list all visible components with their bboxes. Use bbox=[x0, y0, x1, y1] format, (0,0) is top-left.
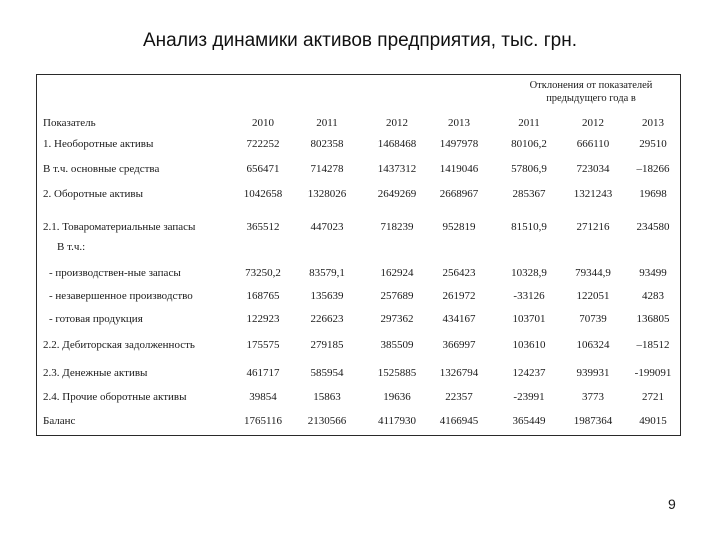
deviation-header: Отклонения от показателей предыдущего года в bbox=[529, 80, 653, 104]
table-cell: 226623 bbox=[310, 313, 344, 325]
deviation-year-header: 2012 bbox=[582, 117, 604, 129]
table-cell: 365449 bbox=[512, 415, 546, 427]
row-label: 2.4. Прочие оборотные активы bbox=[43, 391, 187, 403]
table-cell: -33126 bbox=[513, 290, 545, 302]
row-label: 2.1. Товароматериальные запасы bbox=[43, 221, 196, 233]
table-cell: 447023 bbox=[310, 221, 344, 233]
row-label: - незавершенное производство bbox=[49, 290, 193, 302]
table-cell: 802358 bbox=[310, 138, 344, 150]
row-label: - готовая продукция bbox=[49, 313, 143, 325]
row-label: 1. Необоротные активы bbox=[43, 138, 154, 150]
table-cell: 57806,9 bbox=[511, 163, 547, 175]
table-cell: 29510 bbox=[639, 138, 667, 150]
table-cell: –18512 bbox=[636, 339, 670, 351]
table-cell: 297362 bbox=[380, 313, 414, 325]
table-cell: 234580 bbox=[636, 221, 670, 233]
table-cell: 2130566 bbox=[307, 415, 347, 427]
table-cell: 666110 bbox=[576, 138, 610, 150]
table-cell: 81510,9 bbox=[511, 221, 547, 233]
table-cell: 1419046 bbox=[439, 163, 479, 175]
table-cell: 261972 bbox=[442, 290, 476, 302]
table-cell: 723034 bbox=[576, 163, 610, 175]
table-cell: 19698 bbox=[639, 188, 667, 200]
table-cell: 434167 bbox=[442, 313, 476, 325]
row-label: Баланс bbox=[43, 415, 76, 427]
row-label: В т.ч. основные средства bbox=[43, 163, 160, 175]
row-label: 2.3. Денежные активы bbox=[43, 367, 148, 379]
row-label: 2. Оборотные активы bbox=[43, 188, 143, 200]
table-cell: 3773 bbox=[582, 391, 604, 403]
table-cell: 22357 bbox=[445, 391, 473, 403]
table-cell: 1987364 bbox=[573, 415, 613, 427]
table-cell: 656471 bbox=[246, 163, 280, 175]
table-cell: 122051 bbox=[576, 290, 610, 302]
table-cell: 366997 bbox=[442, 339, 476, 351]
table-cell: 2668967 bbox=[439, 188, 479, 200]
table-cell: 10328,9 bbox=[511, 267, 547, 279]
table-cell: 257689 bbox=[380, 290, 414, 302]
table-cell: 256423 bbox=[442, 267, 476, 279]
table-cell: 1326794 bbox=[439, 367, 479, 379]
table-cell: 70739 bbox=[579, 313, 607, 325]
table-cell: 175575 bbox=[246, 339, 280, 351]
table-cell: 83579,1 bbox=[309, 267, 345, 279]
table-cell: 122923 bbox=[246, 313, 280, 325]
table-cell: 2721 bbox=[642, 391, 664, 403]
table-cell: 722252 bbox=[246, 138, 280, 150]
subgroup-label: В т.ч.: bbox=[57, 241, 86, 253]
table-cell: 2649269 bbox=[377, 188, 417, 200]
table-cell: 15863 bbox=[313, 391, 341, 403]
table-cell: 106324 bbox=[576, 339, 610, 351]
year-header: 2011 bbox=[316, 117, 338, 129]
table-cell: –18266 bbox=[636, 163, 670, 175]
table-cell: 461717 bbox=[246, 367, 280, 379]
table-cell: 1328026 bbox=[307, 188, 347, 200]
table-cell: 162924 bbox=[380, 267, 414, 279]
table-cell: 135639 bbox=[310, 290, 344, 302]
table-cell: 79344,9 bbox=[575, 267, 611, 279]
table-cell: 1765116 bbox=[243, 415, 283, 427]
table-cell: 19636 bbox=[383, 391, 411, 403]
table-cell: 1525885 bbox=[377, 367, 417, 379]
table-cell: 1321243 bbox=[573, 188, 613, 200]
table-cell: 4117930 bbox=[377, 415, 417, 427]
table-cell: 1437312 bbox=[377, 163, 417, 175]
table-cell: -23991 bbox=[513, 391, 545, 403]
table-cell: -199091 bbox=[634, 367, 672, 379]
table-cell: 73250,2 bbox=[245, 267, 281, 279]
table-cell: 80106,2 bbox=[511, 138, 547, 150]
page-title: Анализ динамики активов предприятия, тыс. грн. bbox=[143, 30, 577, 51]
table-cell: 279185 bbox=[310, 339, 344, 351]
table-cell: 4166945 bbox=[439, 415, 479, 427]
table-cell: 714278 bbox=[310, 163, 344, 175]
table-cell: 49015 bbox=[639, 415, 667, 427]
row-label: - производствен-ные запасы bbox=[49, 267, 181, 279]
table-cell: 365512 bbox=[246, 221, 280, 233]
deviation-year-header: 2013 bbox=[642, 117, 664, 129]
table-cell: 952819 bbox=[442, 221, 476, 233]
table-cell: 103701 bbox=[512, 313, 546, 325]
table-cell: 1042658 bbox=[243, 188, 283, 200]
table-cell: 271216 bbox=[576, 221, 610, 233]
year-header: 2013 bbox=[448, 117, 470, 129]
table-cell: 124237 bbox=[512, 367, 546, 379]
table-cell: 939931 bbox=[576, 367, 610, 379]
page-number: 9 bbox=[668, 496, 676, 512]
table-cell: 103610 bbox=[512, 339, 546, 351]
table-cell: 39854 bbox=[249, 391, 277, 403]
table-cell: 585954 bbox=[310, 367, 344, 379]
table-cell: 385509 bbox=[380, 339, 414, 351]
table-cell: 93499 bbox=[639, 267, 667, 279]
assets-table bbox=[36, 74, 681, 436]
table-cell: 285367 bbox=[512, 188, 546, 200]
table-cell: 1497978 bbox=[439, 138, 479, 150]
table-cell: 718239 bbox=[380, 221, 414, 233]
year-header: 2010 bbox=[252, 117, 274, 129]
table-cell: 136805 bbox=[636, 313, 670, 325]
table-cell: 168765 bbox=[246, 290, 280, 302]
row-label: 2.2. Дебиторская задолженность bbox=[43, 339, 195, 351]
table-cell: 4283 bbox=[642, 290, 664, 302]
year-header: 2012 bbox=[386, 117, 408, 129]
indicator-header: Показатель bbox=[43, 117, 96, 129]
table-cell: 1468468 bbox=[377, 138, 417, 150]
deviation-year-header: 2011 bbox=[518, 117, 540, 129]
